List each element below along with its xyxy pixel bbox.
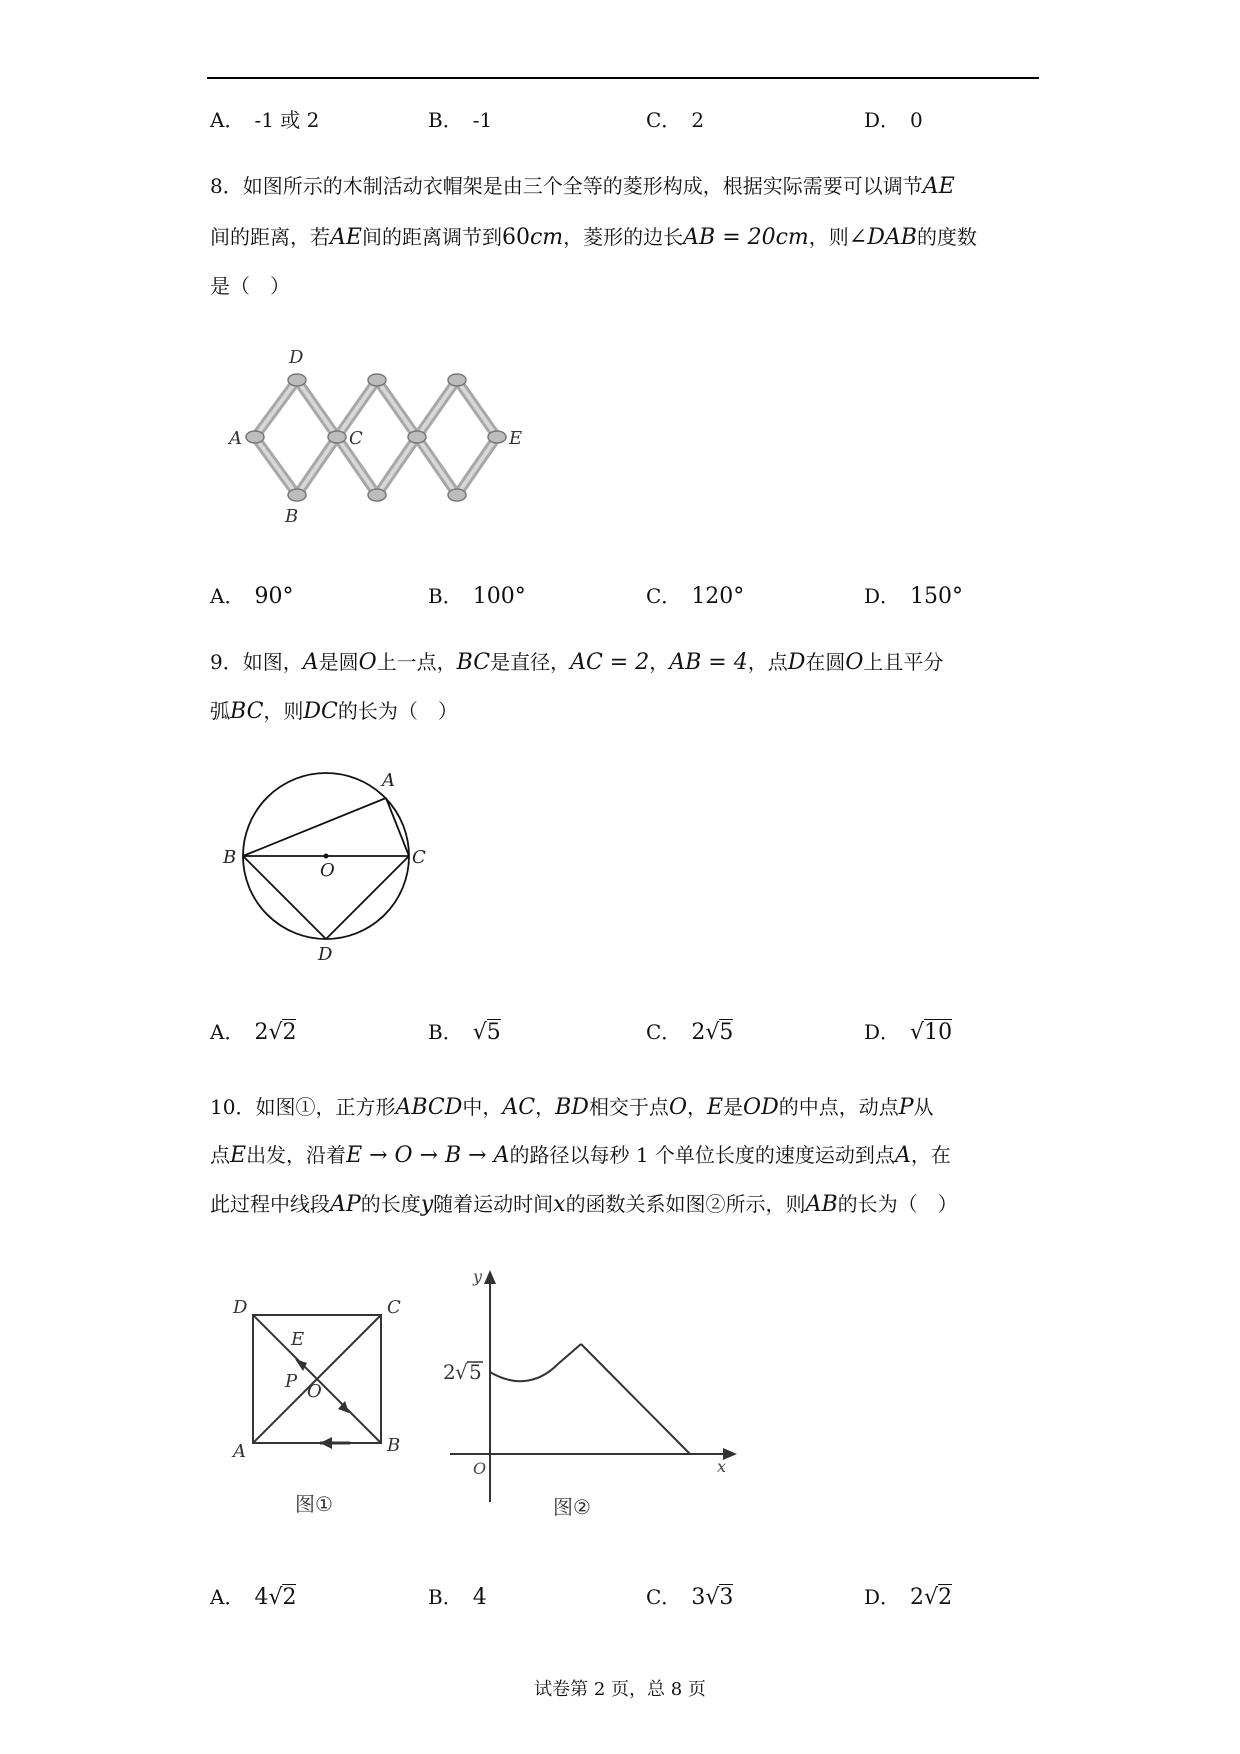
q8-option-c	[646, 582, 744, 611]
q8-line-3	[210, 272, 290, 300]
option-value: 0	[910, 108, 923, 132]
q7-option-b	[428, 106, 492, 134]
option-label: C．	[646, 1020, 682, 1044]
q10-text: 相交于点	[588, 1095, 669, 1119]
q7-option-a	[210, 106, 319, 134]
q9-option-a	[210, 1018, 296, 1047]
axis-label-y: y	[473, 1267, 483, 1286]
option-coef: 4	[254, 1585, 269, 1610]
q9-line-1	[210, 648, 943, 677]
label-e: E	[509, 428, 523, 449]
option-radicand: 2	[282, 1020, 297, 1045]
option-label: C．	[646, 1585, 682, 1609]
label-e: E	[291, 1329, 305, 1350]
label-c: C	[412, 847, 426, 868]
option-label: A．	[210, 108, 245, 132]
label-d: D	[289, 347, 304, 368]
option-label: C．	[646, 584, 682, 608]
q9-math: A	[302, 650, 319, 675]
q10-math: AP	[330, 1192, 361, 1217]
q10-text: 的路径以每秒 1 个单位长度的速度运动到点	[509, 1143, 895, 1167]
page-footer: 试卷第 2 页，总 8 页	[534, 1679, 706, 1700]
radical-sign: √	[472, 1020, 487, 1045]
q7-option-c	[646, 106, 704, 134]
option-value: 2	[691, 108, 705, 132]
option-label: C．	[646, 108, 682, 132]
q9-math: AC = 2	[570, 650, 650, 675]
label-a: A	[382, 770, 395, 791]
q10-option-d	[864, 1583, 952, 1612]
q10-math: P	[898, 1095, 914, 1120]
q10-math: A	[894, 1143, 911, 1168]
label-b: B	[285, 506, 299, 525]
q8-math: AE	[922, 174, 955, 199]
radical-sign: √	[268, 1020, 283, 1045]
q9-math: BC	[456, 650, 491, 675]
q10-line-2	[210, 1141, 951, 1170]
option-value: -1	[472, 108, 493, 132]
q10-math: y	[420, 1192, 434, 1217]
q10-text: 的长度	[360, 1192, 421, 1216]
q8-option-d	[864, 582, 963, 611]
q8-math: ∠DAB	[848, 225, 917, 250]
axis-label-x: x	[717, 1457, 727, 1476]
q9-text: 在圆	[805, 650, 846, 674]
q10-text: 的函数关系如图②所示，则	[565, 1192, 806, 1216]
q7-option-d	[864, 106, 923, 134]
q8-text: 间的距离调节到	[361, 225, 502, 249]
label-a: A	[229, 428, 242, 449]
q9-math: O	[845, 650, 864, 675]
origin-label: O	[473, 1459, 487, 1478]
q10-option-c	[646, 1583, 733, 1612]
q8-math: AB = 20cm	[683, 225, 809, 250]
option-label: D．	[864, 1020, 901, 1044]
q8-line-2	[210, 223, 977, 252]
q9-math: O	[358, 650, 377, 675]
label-a: A	[233, 1441, 246, 1462]
q10-text: ，	[686, 1095, 707, 1119]
y-tick-radicand: 5	[469, 1360, 482, 1384]
q9-math: DC	[303, 699, 338, 724]
q9-text: 弧	[210, 699, 230, 723]
label-d: D	[233, 1297, 248, 1318]
q9-text: ，则	[263, 699, 304, 723]
radical-sign: √	[268, 1585, 283, 1610]
q10-option-b	[428, 1583, 487, 1612]
option-label: B．	[428, 108, 463, 132]
label-c: C	[387, 1297, 401, 1318]
label-o: O	[307, 1381, 322, 1402]
q10-math: E	[706, 1095, 724, 1120]
option-radicand: 2	[282, 1585, 297, 1610]
q10-text: 是	[723, 1095, 744, 1119]
label-p: P	[285, 1371, 298, 1392]
option-label: D．	[864, 584, 901, 608]
fig1-caption: 图①	[295, 1492, 333, 1516]
q9-option-c	[646, 1018, 733, 1047]
q10-text: 的中点，动点	[778, 1095, 899, 1119]
q9-line-2	[210, 697, 458, 726]
label-c: C	[349, 428, 363, 449]
q10-math: x	[553, 1192, 566, 1217]
q8-text: 的度数	[916, 225, 977, 249]
q8-number: 60	[501, 225, 530, 250]
option-label: A．	[210, 1020, 245, 1044]
q10-text: 点	[210, 1143, 230, 1167]
q8-text: 是（ ）	[210, 274, 290, 298]
y-tick-radical-sign: √	[455, 1360, 468, 1384]
q10-math: BD	[555, 1095, 589, 1120]
q8-option-a	[210, 582, 293, 611]
option-value: 100°	[472, 584, 526, 609]
option-radicand: 5	[486, 1020, 501, 1045]
q8-line-1	[210, 172, 955, 201]
q9-text: 上且平分	[863, 650, 944, 674]
q8-figure-coat-rack	[215, 345, 535, 525]
q8-text: 间的距离，若	[210, 225, 330, 249]
q8-text: 8．如图所示的木制活动衣帽架是由三个全等的菱形构成，根据实际需要可以调节	[210, 174, 923, 198]
option-label: A．	[210, 1585, 245, 1609]
q10-math: E	[230, 1143, 247, 1168]
q9-figure-circle	[218, 770, 438, 965]
y-tick-coef: 2	[443, 1360, 456, 1384]
option-radicand: 3	[719, 1585, 734, 1610]
q9-option-b	[428, 1018, 501, 1047]
q10-math: AB	[805, 1192, 838, 1217]
q10-figure-1-square	[225, 1295, 425, 1525]
q9-text: 是圆	[318, 650, 359, 674]
radical-sign: √	[705, 1020, 720, 1045]
option-label: D．	[864, 1585, 901, 1609]
q10-text: 10．如图①，正方形	[210, 1095, 396, 1119]
option-coef: 2	[691, 1020, 706, 1045]
option-coef: 2	[254, 1020, 269, 1045]
option-label: D．	[864, 108, 901, 132]
radical-sign: √	[910, 1020, 925, 1045]
q9-text: ，	[649, 650, 670, 674]
q10-option-a	[210, 1583, 296, 1612]
q9-text: 上一点，	[376, 650, 457, 674]
option-radicand: 2	[938, 1585, 953, 1610]
q9-text: 9．如图，	[210, 650, 303, 674]
q9-text: 是直径，	[490, 650, 571, 674]
q8-math: AE	[330, 225, 362, 250]
q10-text: 的长为（ ）	[837, 1192, 958, 1216]
q10-math: O	[668, 1095, 687, 1120]
label-o: O	[320, 860, 335, 881]
option-value: 4	[472, 1585, 487, 1610]
q10-text: ，	[535, 1095, 556, 1119]
label-d: D	[318, 944, 333, 965]
q10-text: 此过程中线段	[210, 1192, 330, 1216]
q8-text: ，菱形的边长	[563, 225, 684, 249]
q10-math: E → O → B → A	[346, 1143, 510, 1168]
q9-text: 的长为（ ）	[337, 699, 458, 723]
option-label: B．	[428, 1020, 463, 1044]
label-b: B	[387, 1435, 401, 1456]
option-value: 90°	[254, 584, 294, 609]
q9-math: AB = 4	[669, 650, 748, 675]
q10-text: ，在	[910, 1143, 951, 1167]
fig2-caption: 图②	[553, 1495, 591, 1519]
q10-text: 出发，沿着	[246, 1143, 347, 1167]
q8-text: ，则	[808, 225, 849, 249]
q10-line-1	[210, 1093, 934, 1122]
option-radicand: 10	[924, 1020, 953, 1045]
radical-sign: √	[705, 1585, 720, 1610]
q8-option-b	[428, 582, 526, 611]
option-label: A．	[210, 584, 245, 608]
q9-math: D	[787, 650, 806, 675]
header-rule	[207, 77, 1039, 79]
q10-math: OD	[743, 1095, 779, 1120]
option-radicand: 5	[719, 1020, 734, 1045]
option-coef: 2	[910, 1585, 925, 1610]
q9-math: BC	[230, 699, 264, 724]
option-coef: 3	[691, 1585, 706, 1610]
q10-line-3	[210, 1190, 958, 1219]
option-label: B．	[428, 584, 463, 608]
option-value: -1 或 2	[254, 108, 320, 132]
q8-unit: cm	[529, 225, 564, 250]
label-b: B	[223, 847, 237, 868]
q10-math: ABCD	[395, 1095, 463, 1120]
q10-math: AC	[502, 1095, 536, 1120]
option-label: B．	[428, 1585, 463, 1609]
option-value: 120°	[691, 584, 745, 609]
q10-text: 随着运动时间	[433, 1192, 554, 1216]
radical-sign: √	[924, 1585, 939, 1610]
q10-text: 中，	[462, 1095, 503, 1119]
q10-text: 从	[913, 1095, 934, 1119]
option-value: 150°	[910, 584, 964, 609]
q9-text: ，点	[747, 650, 788, 674]
q9-option-d	[864, 1018, 952, 1047]
q10-figure-2-graph	[425, 1262, 745, 1527]
